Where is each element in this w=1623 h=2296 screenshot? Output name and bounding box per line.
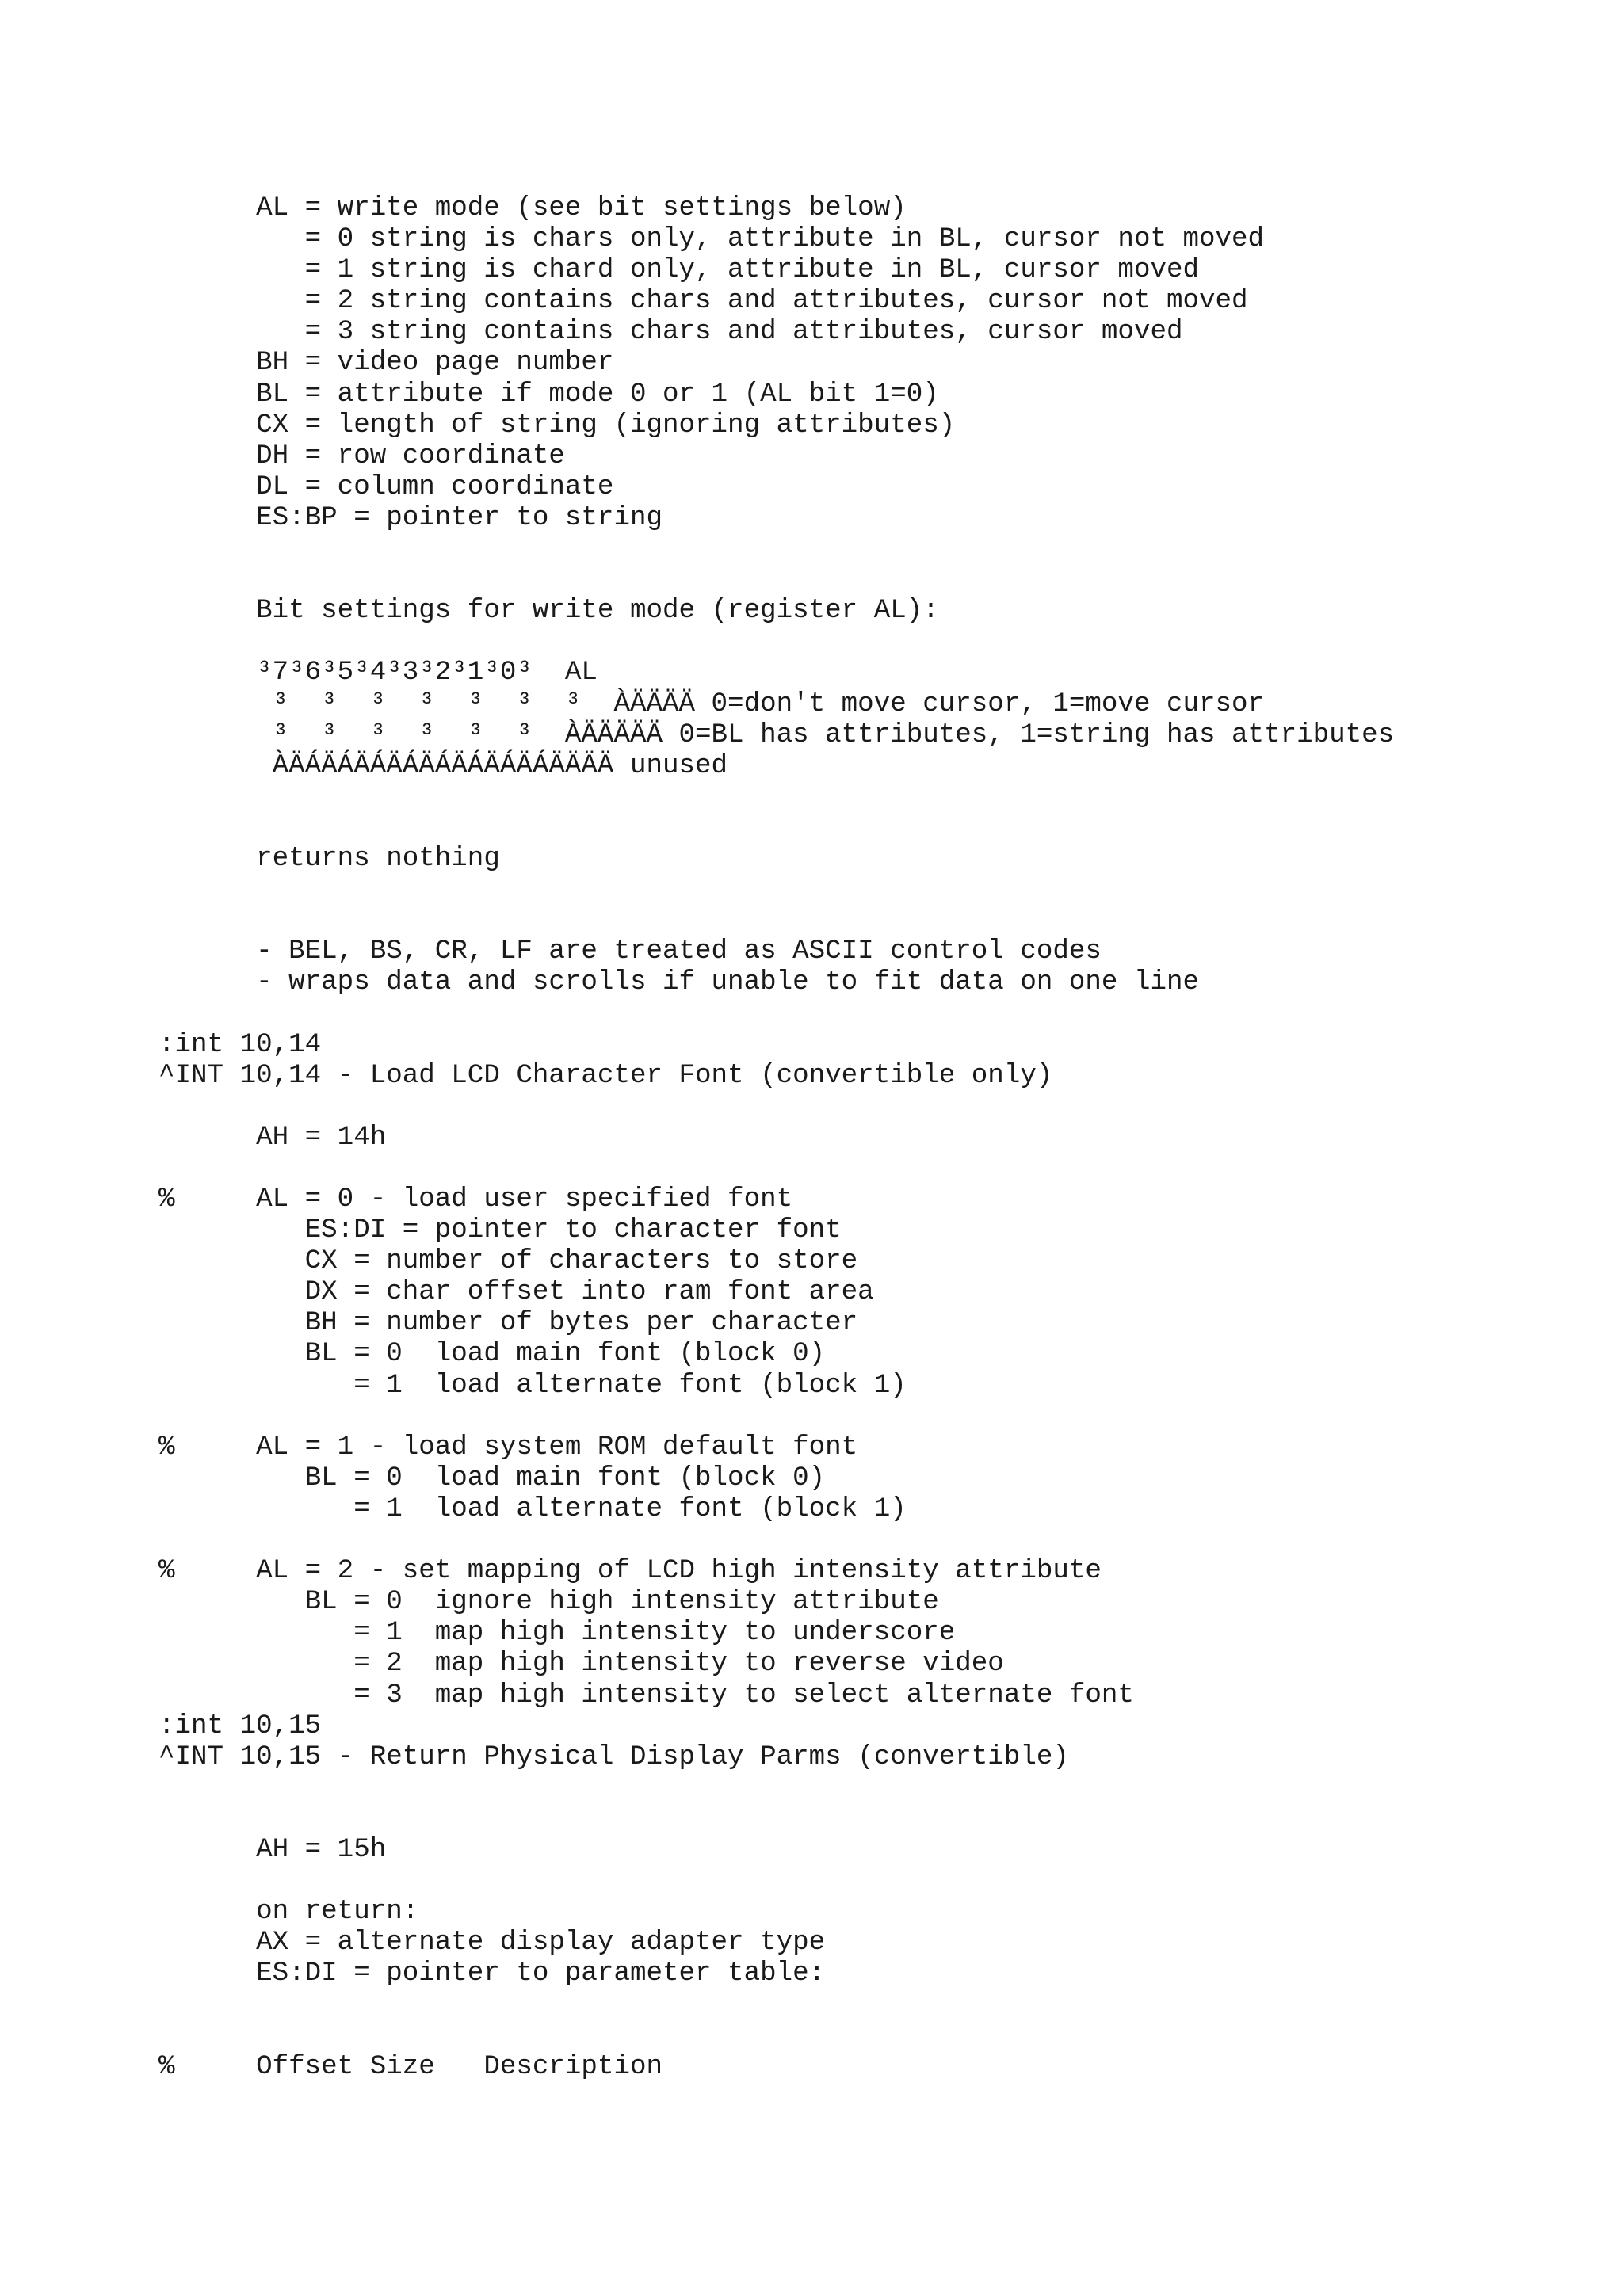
- text-line: ES:BP = pointer to string: [158, 502, 663, 533]
- text-line: [158, 534, 1394, 565]
- text-line: AH = 14h: [158, 1122, 387, 1153]
- text-line: on return:: [158, 1897, 419, 1928]
- text-line: BL = 0 load main font (block 0): [158, 1463, 826, 1493]
- text-line: AX = alternate display adapter type: [158, 1928, 826, 1958]
- text-line: [158, 2021, 1394, 2052]
- document-text: [158, 193, 1394, 2083]
- text-line: DL = column coordinate: [158, 471, 614, 502]
- text-line: [158, 1866, 1394, 1897]
- text-line: BH = video page number: [158, 348, 614, 379]
- text-line: [158, 1804, 1394, 1835]
- text-line: [158, 627, 1394, 658]
- text-line: :int 10,15: [158, 1711, 322, 1741]
- text-line: % AL = 1 - load system ROM default font: [158, 1432, 858, 1463]
- text-line: [158, 1154, 1394, 1184]
- text-line: BL = 0 load main font (block 0): [158, 1339, 826, 1370]
- text-line: = 2 string contains chars and attributes, cursor not moved: [158, 286, 1248, 317]
- text-line: AH = 15h: [158, 1834, 387, 1865]
- text-line: - wraps data and scrolls if unable to fit data on one line: [158, 967, 1200, 998]
- text-line: ^INT 10,15 - Return Physical Display Parms (convertible): [158, 1741, 1069, 1772]
- text-line: [158, 1773, 1394, 1804]
- text-line: [158, 1525, 1394, 1556]
- text-line: - BEL, BS, CR, LF are treated as ASCII control codes: [158, 936, 1102, 967]
- text-line: CX = length of string (ignoring attributes): [158, 410, 956, 441]
- text-line: ³ ³ ³ ³ ³ ³ ³ ÀÄÄÄÄ 0=don't move cursor, 1=move cursor: [158, 688, 1265, 719]
- text-line: = 1 map high intensity to underscore: [158, 1618, 956, 1649]
- text-line: DX = char offset into ram font area: [158, 1277, 874, 1308]
- text-line: [158, 813, 1394, 844]
- text-line: = 2 map high intensity to reverse video: [158, 1649, 1004, 1680]
- text-line: = 3 string contains chars and attributes, cursor moved: [158, 317, 1183, 348]
- text-line: [158, 906, 1394, 936]
- text-line: = 1 load alternate font (block 1): [158, 1370, 907, 1401]
- text-line: = 0 string is chars only, attribute in BL, cursor not moved: [158, 224, 1265, 255]
- text-line: [158, 998, 1394, 1029]
- text-line: AL = write mode (see bit settings below): [158, 193, 907, 223]
- text-line: % Offset Size Description: [158, 2051, 663, 2082]
- text-line: [158, 1092, 1394, 1123]
- text-line: = 1 string is chard only, attribute in BL, cursor moved: [158, 255, 1200, 286]
- text-line: % AL = 0 - load user specified font: [158, 1184, 793, 1215]
- text-line: ES:DI = pointer to parameter table:: [158, 1958, 826, 1989]
- text-line: [158, 875, 1394, 906]
- text-line: ³ ³ ³ ³ ³ ³ ÀÄÄÄÄÄ 0=BL has attributes, 1=string has attributes: [158, 719, 1395, 750]
- text-line: Bit settings for write mode (register AL):: [158, 596, 939, 627]
- text-line: ES:DI = pointer to character font: [158, 1215, 842, 1246]
- text-line: BL = attribute if mode 0 or 1 (AL bit 1=0): [158, 379, 939, 410]
- text-line: BL = 0 ignore high intensity attribute: [158, 1587, 939, 1618]
- text-line: ³7³6³5³4³3³2³1³0³ AL: [158, 658, 598, 688]
- text-line: = 1 load alternate font (block 1): [158, 1493, 907, 1524]
- text-line: [158, 782, 1394, 813]
- text-line: DH = row coordinate: [158, 441, 565, 471]
- text-line: returns nothing: [158, 843, 500, 874]
- text-line: = 3 map high intensity to select alternate font: [158, 1680, 1134, 1711]
- text-line: [158, 565, 1394, 596]
- text-line: [158, 1989, 1394, 2020]
- text-line: % AL = 2 - set mapping of LCD high intensity attribute: [158, 1556, 1102, 1587]
- text-line: CX = number of characters to store: [158, 1246, 858, 1277]
- text-line: ÀÄÁÄÁÄÁÄÁÄÁÄÁÄÁÄÁÄÄÄÄ unused: [158, 750, 728, 781]
- text-line: BH = number of bytes per character: [158, 1308, 858, 1339]
- text-line: :int 10,14: [158, 1029, 322, 1060]
- text-line: ^INT 10,14 - Load LCD Character Font (convertible only): [158, 1060, 1053, 1091]
- text-line: [158, 1402, 1394, 1432]
